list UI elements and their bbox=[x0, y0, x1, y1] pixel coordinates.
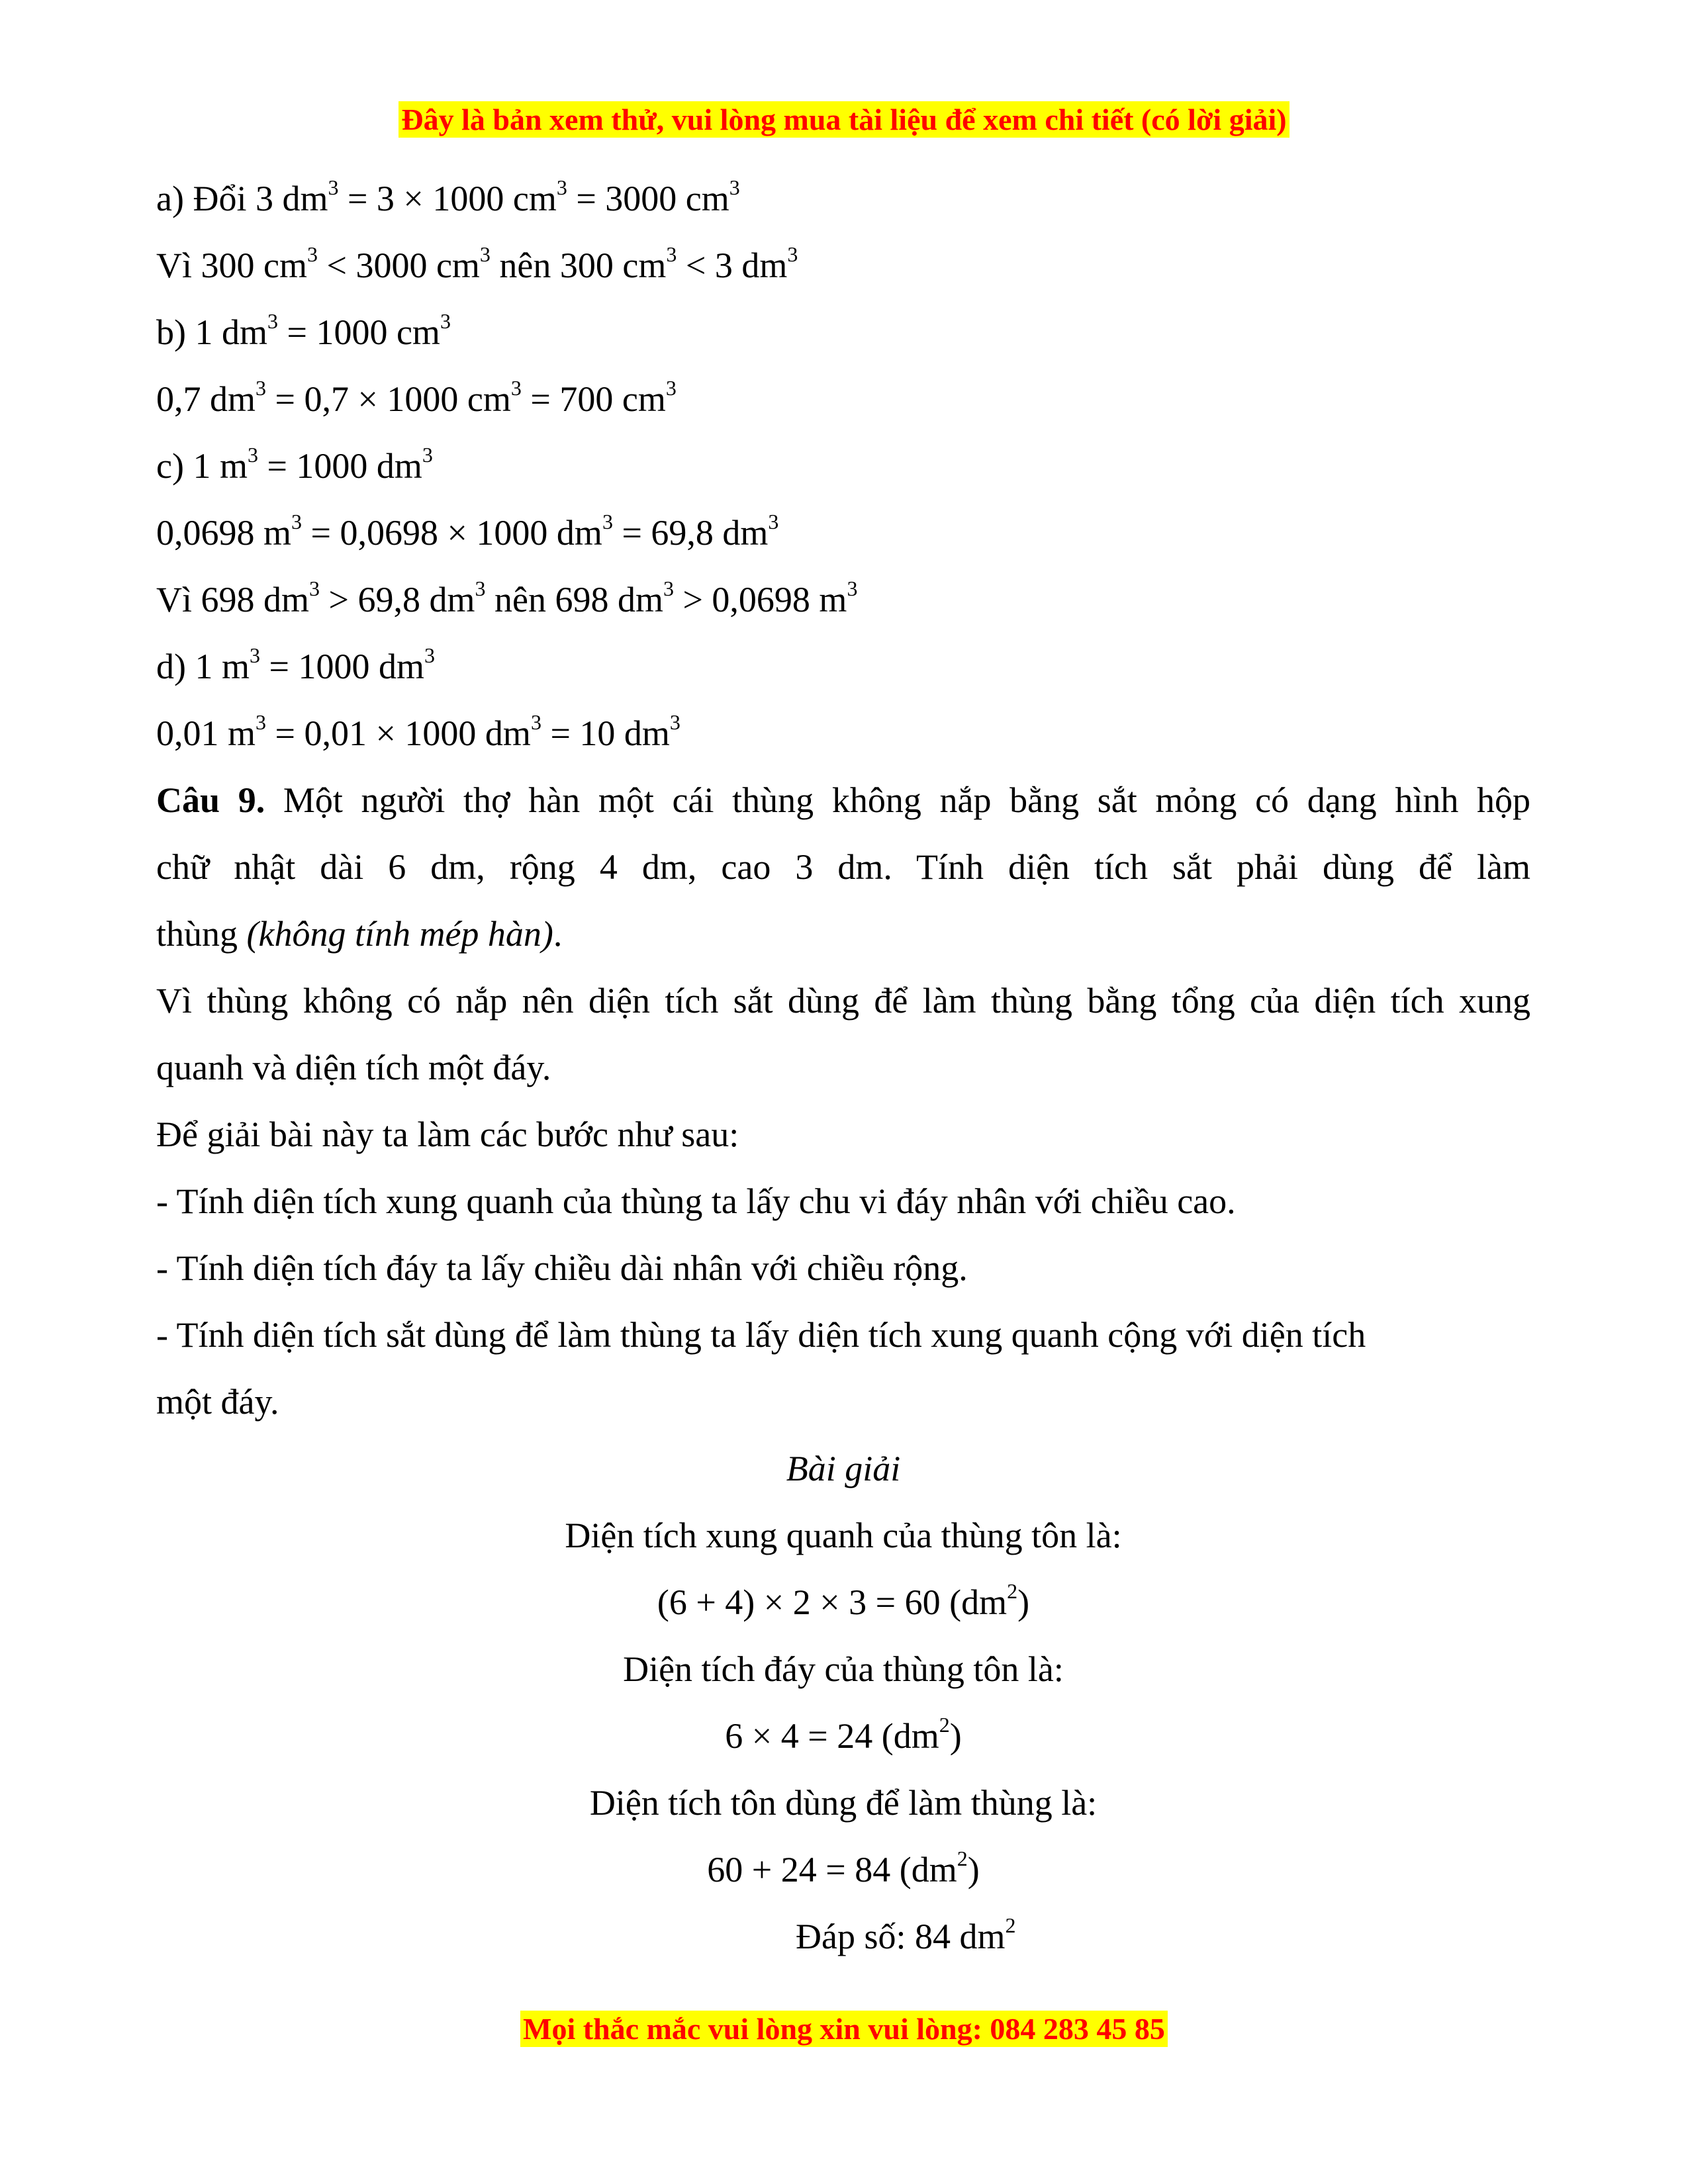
explanation-line-2: quanh và diện tích một đáy. bbox=[156, 1048, 551, 1087]
preview-banner-text: Đây là bản xem thử, vui lòng mua tài liệu để xem chi tiết (có lời giải) bbox=[399, 101, 1289, 138]
step-2: - Tính diện tích đáy ta lấy chiều dài nhân với chiều rộng. bbox=[156, 1248, 968, 1288]
part-b-line-1: b) 1 $dm^3 = 1000$ $cm^3$ bbox=[156, 309, 451, 352]
solution-title: Bài giải bbox=[786, 1449, 901, 1488]
preview-banner bbox=[0, 99, 1688, 140]
part-a-line-2: Vì 300 $cm^3 < 3000$ $cm^3$ nên 300 $cm^3 < 3$ $dm^3$ bbox=[156, 242, 798, 285]
part-c-line-2: 0,0698 $m^3 = 0,0698 \times 1000$ $dm^3 = 69,8$ $dm^3$ bbox=[156, 510, 779, 553]
step-1: - Tính diện tích xung quanh của thùng ta lấy chu vi đáy nhân với chiều cao. bbox=[156, 1181, 1236, 1221]
part-c-line-1: c) 1 $m^3 = 1000$ $dm^3$ bbox=[156, 443, 433, 486]
part-b-line-2: 0,7 $dm^3 = 0,7 \times 1000$ $cm^3 = 700$ $cm^3$ bbox=[156, 376, 677, 419]
question-9-line-1: Câu 9. Một người thợ hàn một cái thùng không nắp bằng sắt mỏng có dạng hình hộp bbox=[156, 780, 1531, 820]
final-answer: Đáp số: 84 $dm^2$ bbox=[796, 1913, 1016, 1956]
total-area-label: Diện tích tôn dùng để làm thùng là: bbox=[589, 1783, 1098, 1823]
document-body bbox=[156, 165, 1530, 1970]
contact-banner bbox=[0, 2009, 1688, 2050]
part-d-line-1: d) 1 $m^3 = 1000$ $dm^3$ bbox=[156, 643, 435, 686]
total-area-calc: 60 + 24 = 84 $(dm^2)$ bbox=[707, 1846, 980, 1889]
question-9-line-2: chữ nhật dài 6 dm, rộng 4 dm, cao 3 dm. Tính diện tích sắt phải dùng để làm bbox=[156, 847, 1530, 887]
steps-intro: Để giải bài này ta làm các bước như sau: bbox=[156, 1115, 739, 1154]
explanation-line-1: Vì thùng không có nắp nên diện tích sắt dùng để làm thùng bằng tổng của diện tích xung bbox=[156, 981, 1530, 1021]
base-area-calc: 6 × 4 = 24 $(dm^2)$ bbox=[725, 1713, 962, 1756]
contact-banner-text: Mọi thắc mắc vui lòng xin vui lòng: 084 283 45 85 bbox=[520, 2011, 1168, 2047]
step-3-line-1: - Tính diện tích sắt dùng để làm thùng ta lấy diện tích xung quanh cộng với diện tích bbox=[156, 1315, 1366, 1355]
step-3-line-2: một đáy. bbox=[156, 1382, 279, 1422]
part-c-line-3: Vì 698 $dm^3 > 69,8$ $dm^3$ nên 698 $dm^3 > 0,0698$ $m^3$ bbox=[156, 576, 858, 619]
part-d-line-2: 0,01 $m^3 = 0,01 \times 1000$ $dm^3 = 10$ $dm^3$ bbox=[156, 710, 680, 753]
question-9-line-3: thùng (không tính mép hàn). bbox=[156, 914, 563, 954]
lateral-area-calc: (6 + 4) × 2 × 3 = 60 $(dm^2)$ bbox=[657, 1579, 1030, 1622]
part-a-line-1: a) Đổi 3 $dm^3 = 3 \times 1000$ $cm^3 = 3000$ $cm^3$ bbox=[156, 175, 740, 218]
lateral-area-label: Diện tích xung quanh của thùng tôn là: bbox=[565, 1516, 1122, 1555]
base-area-label: Diện tích đáy của thùng tôn là: bbox=[623, 1649, 1064, 1689]
question-9-label: Câu 9. bbox=[156, 780, 265, 820]
